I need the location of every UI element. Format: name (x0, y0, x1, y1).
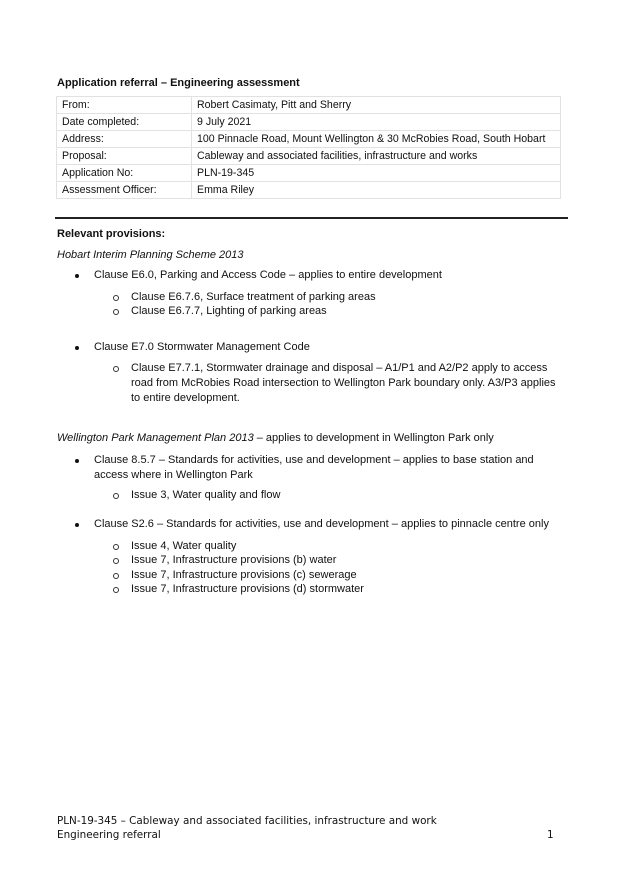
table-value: 100 Pinnacle Road, Mount Wellington & 30 McRobies Road, South Hobart (192, 131, 561, 148)
document-title: Application referral – Engineering assessment (57, 77, 300, 89)
table-row (57, 131, 561, 148)
bullet-icon (75, 346, 79, 350)
footer-line-2: Engineering referral (57, 829, 161, 841)
sub-list-item: Issue 7, Infrastructure provisions (c) sewerage (131, 568, 564, 583)
circle-bullet-icon (113, 493, 119, 499)
list-item: Clause 8.5.7 – Standards for activities, use and development – applies to base station and access where in Wellington Park (94, 453, 564, 483)
circle-bullet-icon (113, 366, 119, 372)
circle-bullet-icon (113, 544, 119, 550)
table-label: Address: (57, 131, 192, 148)
bullet-icon (75, 523, 79, 527)
circle-bullet-icon (113, 295, 119, 301)
sub-list-item: Issue 7, Infrastructure provisions (b) water (131, 553, 564, 568)
table-label: From: (57, 97, 192, 114)
sub-list-item: Issue 4, Water quality (131, 539, 564, 554)
table-label: Date completed: (57, 114, 192, 131)
list-item: Clause E7.0 Stormwater Management Code (94, 340, 564, 355)
sub-list-item: Clause E7.7.1, Stormwater drainage and disposal – A1/P1 and A2/P2 apply to access road from McRobies Road intersection to Wellington Park boundary only. A3/P3 applies to entire development. (131, 361, 564, 406)
circle-bullet-icon (113, 587, 119, 593)
info-table (56, 96, 561, 199)
table-row (57, 97, 561, 114)
provisions-heading: Relevant provisions: (57, 228, 166, 240)
list-item: Clause E6.0, Parking and Access Code – applies to entire development (94, 268, 564, 283)
table-row (57, 165, 561, 182)
scheme2-title-line (57, 432, 494, 444)
table-label: Application No: (57, 165, 192, 182)
list-item: Clause S2.6 – Standards for activities, use and development – applies to pinnacle centre only (94, 517, 564, 532)
table-label: Proposal: (57, 148, 192, 165)
table-label: Assessment Officer: (57, 182, 192, 199)
bullet-icon (75, 274, 79, 278)
table-value: Cableway and associated facilities, infrastructure and works (192, 148, 561, 165)
sub-list-item: Issue 7, Infrastructure provisions (d) stormwater (131, 582, 564, 597)
section-divider (55, 217, 568, 219)
circle-bullet-icon (113, 309, 119, 315)
table-row (57, 148, 561, 165)
table-row (57, 114, 561, 131)
circle-bullet-icon (113, 573, 119, 579)
table-row (57, 182, 561, 199)
sub-list-item: Issue 3, Water quality and flow (131, 488, 564, 503)
scheme2-suffix: – applies to development in Wellington Park only (253, 432, 494, 444)
footer-line-1: PLN-19-345 – Cableway and associated facilities, infrastructure and work (57, 815, 437, 827)
sub-list-item: Clause E6.7.7, Lighting of parking areas (131, 304, 564, 319)
scheme1-title: Hobart Interim Planning Scheme 2013 (57, 249, 244, 261)
table-value: PLN-19-345 (192, 165, 561, 182)
table-value: 9 July 2021 (192, 114, 561, 131)
table-value: Emma Riley (192, 182, 561, 199)
bullet-icon (75, 459, 79, 463)
scheme2-title: Wellington Park Management Plan 2013 (57, 432, 254, 444)
sub-list-item: Clause E6.7.6, Surface treatment of parking areas (131, 290, 564, 305)
page-number: 1 (547, 829, 554, 841)
circle-bullet-icon (113, 558, 119, 564)
table-value: Robert Casimaty, Pitt and Sherry (192, 97, 561, 114)
